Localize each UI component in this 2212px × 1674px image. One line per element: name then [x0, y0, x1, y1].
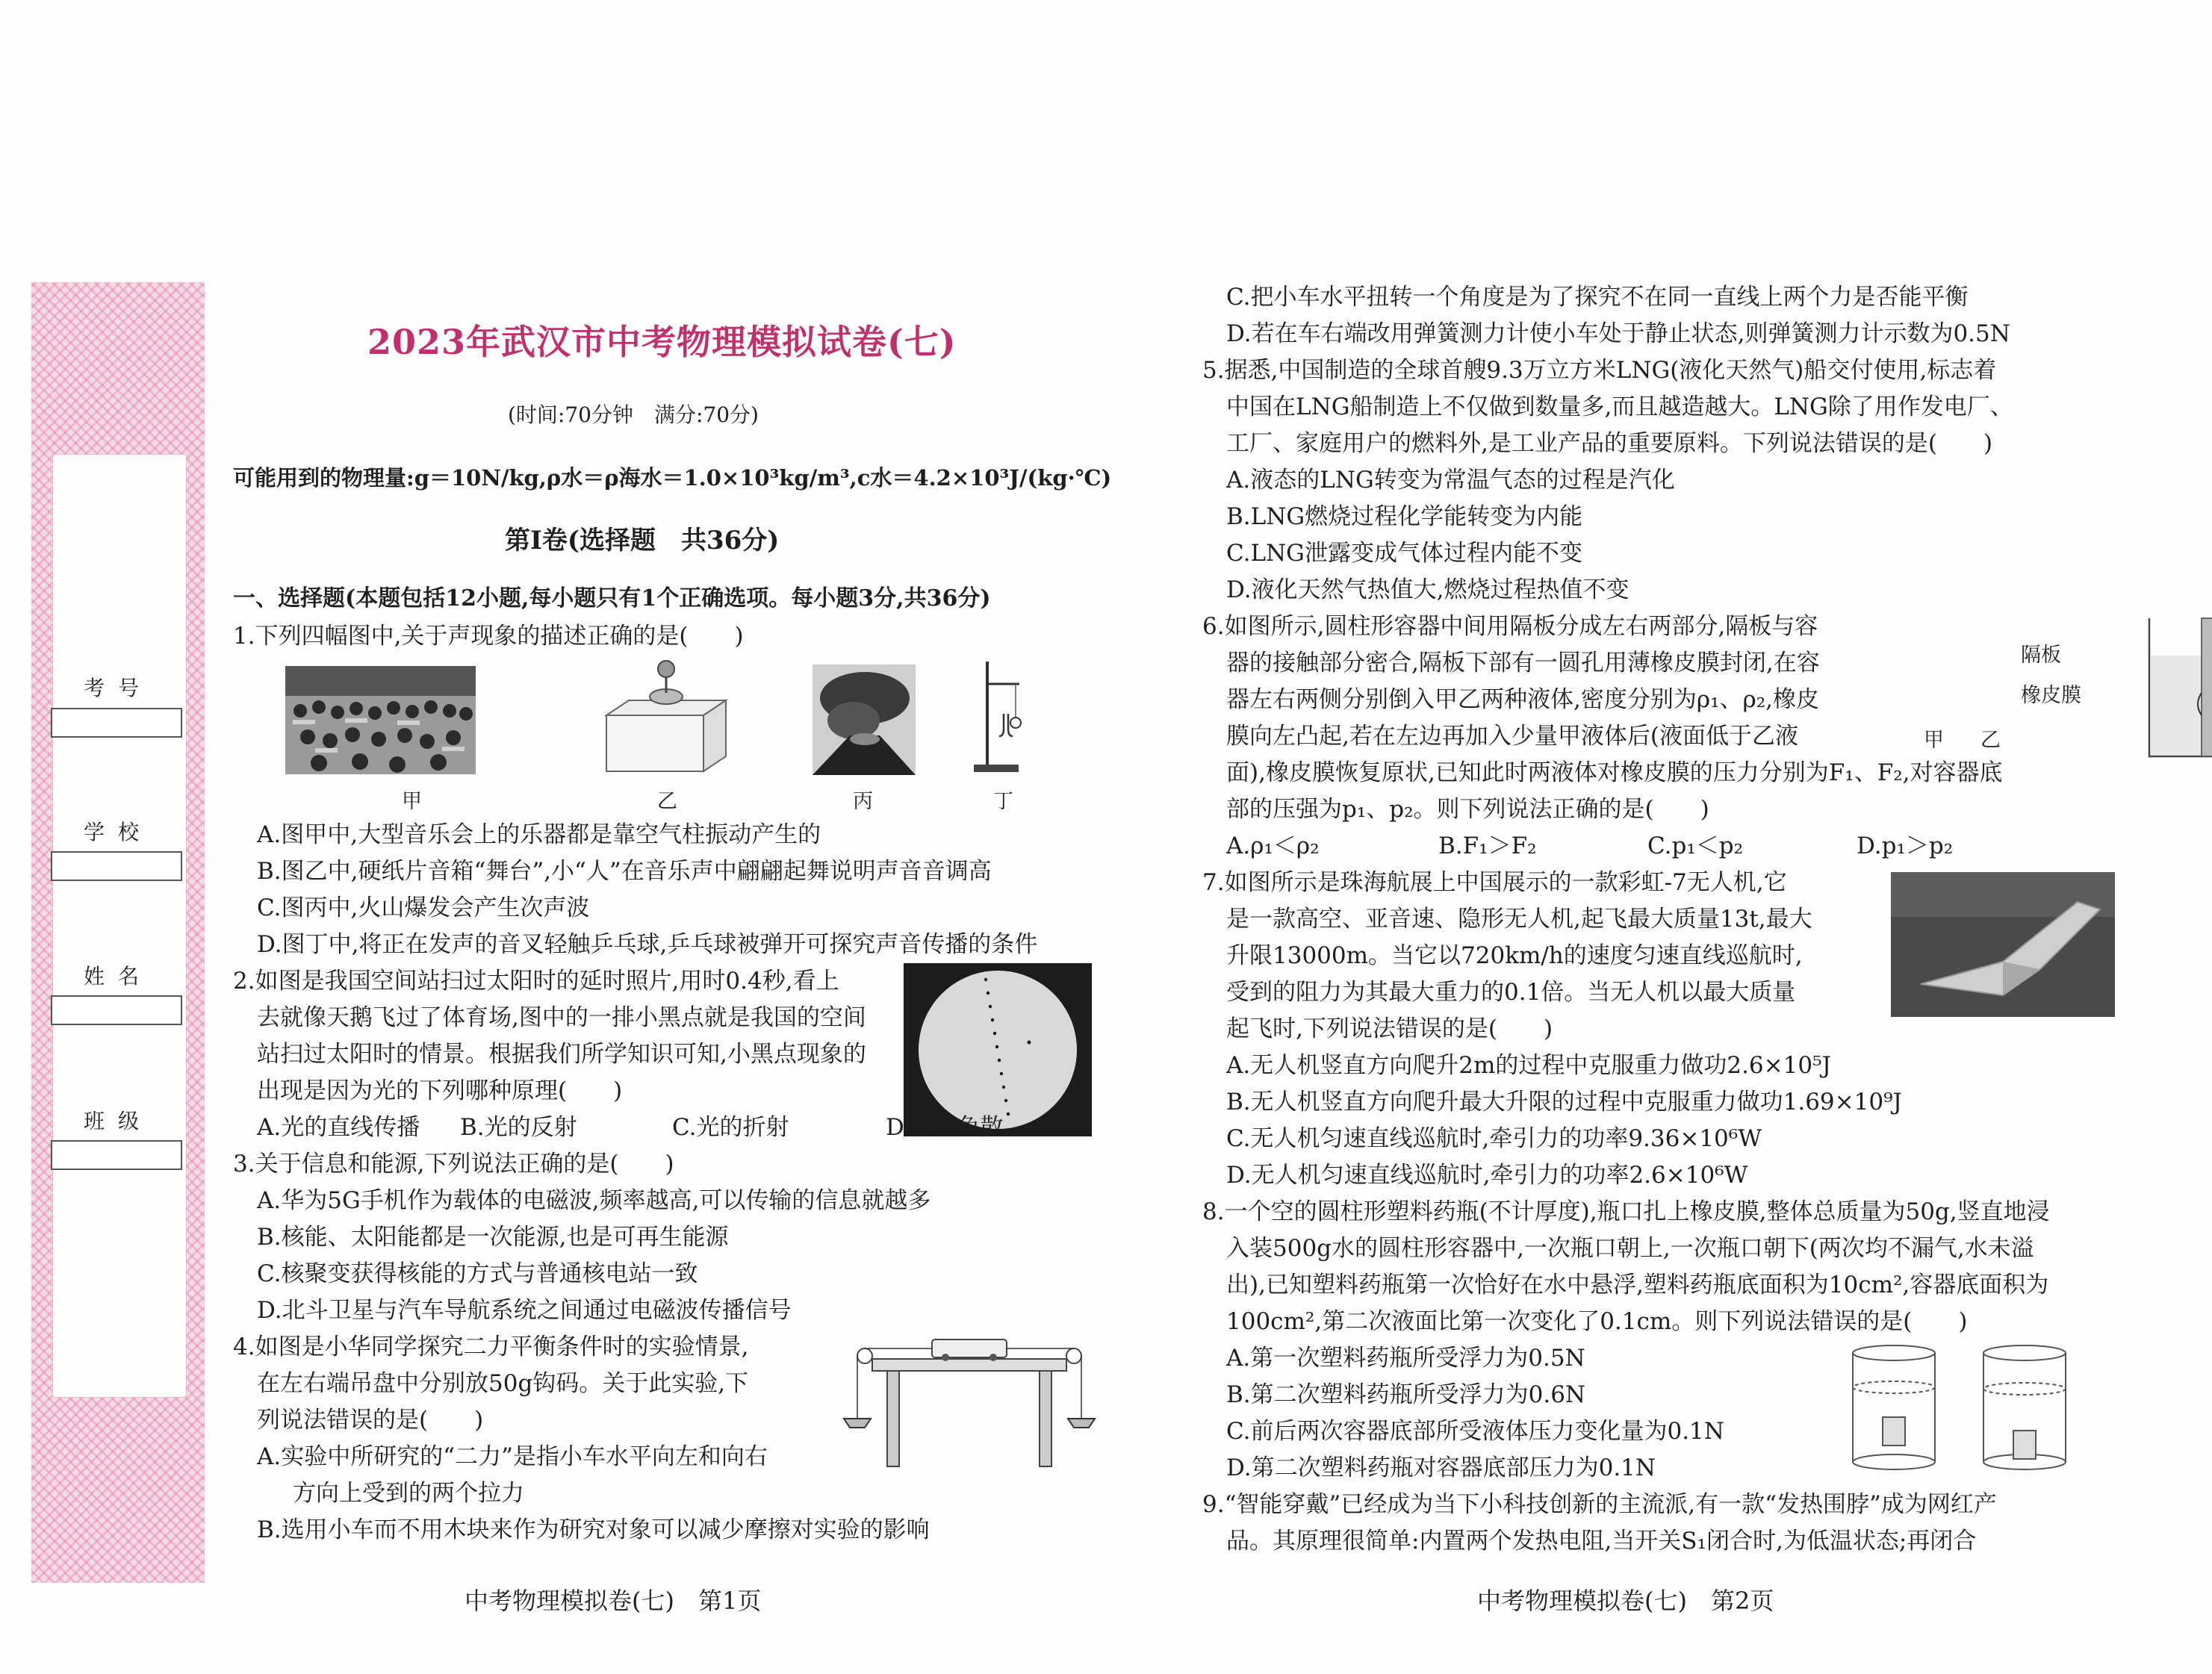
q1-caption-bing: 丙: [853, 790, 873, 813]
q2-line-1: 2.如图是我国空间站扫过太阳时的延时照片,用时0.4秒,看上: [233, 968, 839, 995]
q8-option-b: B.第二次塑料药瓶所受浮力为0.6N: [1226, 1381, 1586, 1408]
orchestra-photo: [285, 666, 476, 774]
class-field[interactable]: [51, 1140, 182, 1170]
physical-constants: 可能用到的物理量:g＝10N/kg,ρ水＝ρ海水＝1.0×10³kg/m³,c水＝4.2×10³J/(kg·℃): [233, 465, 1112, 491]
name-label: 姓名: [83, 964, 152, 989]
q7-line-5: 起飞时,下列说法错误的是( ): [1226, 1015, 1553, 1042]
q3-option-b: B.核能、太阳能都是一次能源,也是可再生能源: [257, 1224, 729, 1251]
q6-option-c: C.p₁＜p₂: [1647, 833, 1744, 859]
q1-stem: 1.下列四幅图中,关于声现象的描述正确的是( ): [233, 623, 744, 650]
q8-line-4: 100cm²,第二次液面比第一次变化了0.1cm。则下列说法错误的是( ): [1226, 1308, 1968, 1335]
q4-line-3: 列说法错误的是( ): [257, 1407, 484, 1434]
q2-option-b: B.光的反射: [460, 1114, 577, 1141]
q1-caption-ding: 丁: [993, 790, 1013, 813]
q1-option-a: A.图甲中,大型音乐会上的乐器都是靠空气柱振动产生的: [257, 821, 821, 848]
right-liquid-label: 乙: [1980, 729, 2001, 752]
q6-line-4: 膜向左凸起,若在左边再加入少量甲液体后(液面低于乙液: [1226, 723, 1798, 750]
q2-option-d: D.光的色散: [886, 1114, 1004, 1141]
page-2-footer: 中考物理模拟卷(七) 第2页: [1477, 1587, 1774, 1615]
tuning-fork-stand: [971, 654, 1031, 775]
partition-label: 隔板: [2021, 644, 2061, 667]
q6-line-2: 器的接触部分密合,隔板下部有一圆孔用薄橡皮膜封闭,在容: [1226, 650, 1820, 676]
left-liquid-label: 甲: [1924, 729, 1944, 752]
q3-option-a: A.华为5G手机作为载体的电磁波,频率越高,可以传输的信息就越多: [257, 1187, 931, 1214]
balance-experiment-figure: [835, 1329, 1104, 1471]
q5-option-c: C.LNG泄露变成气体过程内能不变: [1226, 540, 1582, 567]
q3-option-c: C.核聚变获得核能的方式与普通核电站一致: [257, 1260, 698, 1287]
q9-line-1: 9.“智能穿戴”已经成为当下小科技创新的主流派,有一款“发热围脖”成为网红产: [1202, 1491, 1997, 1518]
q2-line-3: 站扫过太阳时的情景。根据我们所学知识可知,小黑点现象的: [257, 1041, 866, 1068]
q7-line-3: 升限13000m。当它以720km/h的速度匀速直线巡航时,: [1226, 942, 1803, 969]
school-field[interactable]: [51, 851, 182, 881]
exam-number-field[interactable]: [51, 708, 182, 738]
q2-option-a: A.光的直线传播: [257, 1114, 420, 1141]
q1-caption-jia: 甲: [402, 790, 422, 813]
q2-line-2: 去就像天鹅飞过了体育场,图中的一排小黑点就是我国的空间: [257, 1004, 866, 1031]
part-intro: 一、选择题(本题包括12小题,每小题只有1个正确选项。每小题3分,共36分): [233, 585, 991, 612]
q7-line-2: 是一款高空、亚音速、隐形无人机,起飞最大质量13t,最大: [1226, 906, 1812, 933]
exam-title: 2023年武汉市中考物理模拟试卷(七): [367, 322, 957, 362]
section-title: 第Ⅰ卷(选择题 共36分): [505, 526, 780, 556]
membrane-label: 橡皮膜: [2021, 684, 2081, 707]
q4-line-2: 在左右端吊盘中分别放50g钩码。关于此实验,下: [257, 1370, 749, 1397]
q9-line-2: 品。其原理很简单:内置两个发热电阻,当开关S₁闭合时,为低温状态;再闭合: [1226, 1528, 1977, 1555]
q4-option-a-line-2: 方向上受到的两个拉力: [293, 1480, 524, 1507]
medicine-bottle-containers: [1849, 1342, 2073, 1474]
q8-option-a: A.第一次塑料药瓶所受浮力为0.5N: [1226, 1345, 1585, 1372]
q6-option-d: D.p₁＞p₂: [1857, 833, 1954, 859]
sun-transit-photo: [904, 963, 1092, 1136]
drone-photo: [1891, 872, 2115, 1017]
q6-line-1: 6.如图所示,圆柱形容器中间用隔板分成左右两部分,隔板与容: [1202, 613, 1818, 640]
q7-option-b: B.无人机竖直方向爬升最大升限的过程中克服重力做功1.69×10⁹J: [1226, 1089, 1902, 1116]
volcano-photo: [813, 665, 916, 775]
q5-line-2: 中国在LNG船制造上不仅做到数量多,而且越造越大。LNG除了用作发电厂、: [1226, 393, 2013, 420]
q1-option-b: B.图乙中,硬纸片音箱“舞台”,小“人”在音乐声中翩翩起舞说明声音音调高: [257, 858, 992, 885]
q3-stem: 3.关于信息和能源,下列说法正确的是( ): [233, 1151, 674, 1177]
time-info: (时间:70分钟 满分:70分): [508, 402, 759, 427]
page-1-footer: 中考物理模拟卷(七) 第1页: [465, 1587, 762, 1615]
q5-option-b: B.LNG燃烧过程化学能转变为内能: [1226, 503, 1583, 530]
q2-line-4: 出现是因为光的下列哪种原理( ): [257, 1077, 623, 1104]
q4-option-d: D.若在车右端改用弹簧测力计使小车处于静止状态,则弹簧测力计示数为0.5N: [1226, 320, 2010, 347]
partition-container-figure: [2142, 611, 2212, 760]
q6-line-5: 面),橡皮膜恢复原状,已知此时两液体对橡皮膜的压力分别为F₁、F₂,对容器底: [1226, 759, 2003, 786]
q4-line-1: 4.如图是小华同学探究二力平衡条件时的实验情景,: [233, 1334, 749, 1360]
q4-option-c: C.把小车水平扭转一个角度是为了探究不在同一直线上两个力是否能平衡: [1226, 284, 1969, 311]
q1-option-c: C.图丙中,火山爆发会产生次声波: [257, 894, 590, 921]
q6-option-b: B.F₁＞F₂: [1438, 833, 1537, 859]
dancing-figure-box: [599, 656, 733, 775]
name-field[interactable]: [51, 995, 182, 1025]
q8-line-1: 8.一个空的圆柱形塑料药瓶(不计厚度),瓶口扎上橡皮膜,整体总质量为50g,竖直地浸: [1202, 1198, 2050, 1225]
q1-caption-yi: 乙: [657, 790, 677, 813]
q8-option-d: D.第二次塑料药瓶对容器底部压力为0.1N: [1226, 1454, 1656, 1481]
q6-option-a: A.ρ₁＜ρ₂: [1226, 833, 1320, 859]
q7-line-4: 受到的阻力为其最大重力的0.1倍。当无人机以最大质量: [1226, 979, 1796, 1006]
q5-option-d: D.液化天然气热值大,燃烧过程热值不变: [1226, 576, 1630, 603]
school-label: 学校: [83, 820, 152, 844]
q5-option-a: A.液态的LNG转变为常温气态的过程是汽化: [1226, 467, 1675, 494]
q6-line-6: 部的压强为p₁、p₂。则下列说法正确的是( ): [1226, 796, 1709, 823]
q5-line-3: 工厂、家庭用户的燃料外,是工业产品的重要原料。下列说法错误的是( ): [1226, 430, 1993, 457]
student-info-panel: [52, 454, 187, 1398]
q7-option-d: D.无人机匀速直线巡航时,牵引力的功率2.6×10⁶W: [1226, 1162, 1748, 1189]
q8-option-c: C.前后两次容器底部所受液体压力变化量为0.1N: [1226, 1418, 1724, 1445]
q8-line-3: 出),已知塑料药瓶第一次恰好在水中悬浮,塑料药瓶底面积为10cm²,容器底面积为: [1226, 1272, 2049, 1298]
q7-option-a: A.无人机竖直方向爬升2m的过程中克服重力做功2.6×10⁵J: [1226, 1052, 1831, 1079]
q2-option-c: C.光的折射: [672, 1114, 789, 1141]
q7-line-1: 7.如图所示是珠海航展上中国展示的一款彩虹-7无人机,它: [1202, 869, 1787, 896]
exam-number-label: 考号: [83, 676, 152, 700]
q5-line-1: 5.据悉,中国制造的全球首艘9.3万立方米LNG(液化天然气)船交付使用,标志着: [1202, 357, 1997, 384]
q4-option-a-line-1: A.实验中所研究的“二力”是指小车水平向左和向右: [257, 1443, 768, 1470]
q1-option-d: D.图丁中,将正在发声的音叉轻触乒乓球,乒乓球被弹开可探究声音传播的条件: [257, 931, 1038, 958]
q8-line-2: 入装500g水的圆柱形容器中,一次瓶口朝上,一次瓶口朝下(两次均不漏气,水未溢: [1226, 1235, 2034, 1262]
q4-option-b: B.选用小车而不用木块来作为研究对象可以减少摩擦对实验的影响: [257, 1516, 930, 1543]
q3-option-d: D.北斗卫星与汽车导航系统之间通过电磁波传播信号: [257, 1297, 792, 1324]
q7-option-c: C.无人机匀速直线巡航时,牵引力的功率9.36×10⁶W: [1226, 1125, 1762, 1152]
q6-line-3: 器左右两侧分别倒入甲乙两种液体,密度分别为ρ₁、ρ₂,橡皮: [1226, 686, 1820, 713]
class-label: 班级: [83, 1109, 152, 1133]
